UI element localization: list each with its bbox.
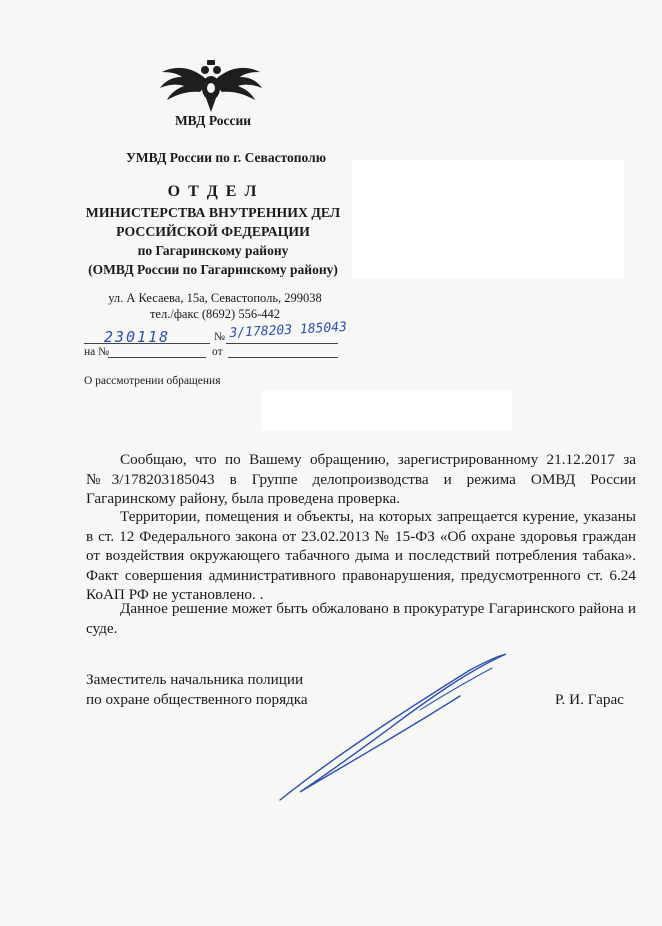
redacted-recipient-block	[352, 160, 624, 278]
from-label: от	[212, 346, 223, 358]
signatory-position-line2: по охране общественного порядка	[86, 691, 308, 708]
double-headed-eagle-emblem	[156, 58, 266, 114]
body-paragraph-2: Территории, помещения и объекты, на которых запрещается курение, указаны в ст. 12 Федерального закона от 23.02.2013 № 15-ФЗ «Об охране здоровья граждан от воздействия окружающего табачного дыма и последствий потребления табака». Факт совершения административного правонарушения, предусмотренного ст. 6.24 КоАП РФ не установлено. .	[86, 508, 636, 604]
reference-number-label: на №	[84, 346, 110, 358]
body-paragraph-3: Данное решение может быть обжаловано в прокуратуре Гагаринского района и суде.	[86, 600, 636, 637]
ministry-short-name: МВД России	[174, 113, 252, 128]
handwritten-signature	[270, 650, 520, 810]
signatory-position-line1: Заместитель начальника полиции	[86, 671, 304, 688]
address: ул. А Кесаева, 15а, Севастополь, 299038	[108, 291, 322, 305]
date-blank-line	[84, 343, 210, 344]
redacted-salutation	[262, 390, 512, 430]
from-blank-line	[228, 357, 338, 358]
subject-line: О рассмотрении обращения	[84, 375, 221, 387]
district-name: по Гагаринскому району	[137, 243, 289, 258]
department-abbreviation: (ОМВД России по Гагаринскому району)	[88, 262, 338, 277]
ministry-full-line1: МИНИСТЕРСТВА ВНУТРЕННИХ ДЕЛ	[85, 205, 341, 220]
number-blank-line	[226, 343, 338, 344]
body-paragraph-1: Сообщаю, что по Вашему обращению, зарегистрированному 21.12.2017 за №3/178203185043 в Группе делопроизводства и режима ОМВД России Гагаринскому району, была проведена проверка.	[86, 451, 636, 508]
otdel-title: О Т Д Е Л	[167, 183, 259, 200]
phone-fax: тел./факс (8692) 556-442	[149, 307, 281, 321]
reference-blank-line	[108, 357, 206, 358]
number-label: №	[214, 331, 225, 343]
ministry-full-line2: РОССИЙСКОЙ ФЕДЕРАЦИИ	[116, 224, 310, 239]
signatory-name: Р. И. Гарас	[555, 691, 624, 708]
handwritten-number: 3/178203 185043	[229, 319, 348, 341]
department-name: УМВД России по г. Севастополю	[125, 150, 327, 165]
handwritten-date: 230118	[104, 328, 171, 346]
